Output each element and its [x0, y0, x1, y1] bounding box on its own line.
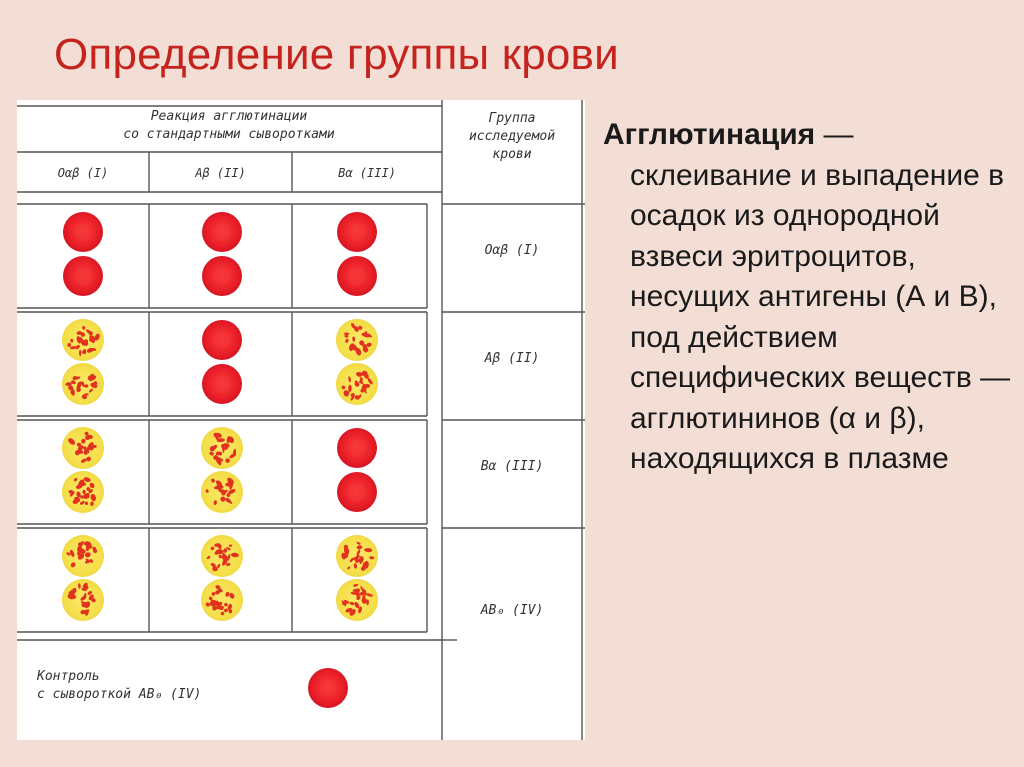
agglutinated-sample-3-0-1	[62, 579, 104, 621]
serum-col-label-0: Oαβ (I)	[57, 166, 109, 180]
header-reaction-line1: Реакция агглютинации	[150, 109, 308, 124]
red-sample-0-2-0	[337, 212, 377, 252]
serum-col-label-1: Aβ (II)	[195, 166, 246, 180]
header-group-line2: исследуемой	[468, 129, 556, 144]
control-label-line1: Контроль	[37, 669, 100, 684]
row-group-label-1: Aβ (II)	[484, 351, 540, 366]
agglutinated-sample-3-2-0	[336, 535, 378, 577]
row-group-label-2: Bα (III)	[480, 459, 544, 474]
definition-text: склеивание и выпадение в осадок из однородной взвеси эритроцитов, несущих антигены (А и В), под действием специфических веществ — агглютининов (α и β), находящихся в плазме	[630, 158, 1011, 475]
agglutination-definition	[603, 115, 1018, 480]
red-sample-0-1-0	[202, 212, 242, 252]
red-sample-1-1-1	[202, 364, 242, 404]
red-sample-1-1-0	[202, 320, 242, 360]
term-dash: —	[815, 118, 854, 151]
agglutinated-sample-2-0-1	[62, 471, 104, 513]
agglutinated-sample-3-1-1	[201, 579, 243, 621]
agglutinated-sample-2-0-0	[62, 427, 104, 469]
red-sample-0-0-1	[63, 256, 103, 296]
agglutinated-sample-2-1-1	[201, 471, 243, 513]
red-sample-0-1-1	[202, 256, 242, 296]
slide-title: Определение группы крови	[54, 30, 619, 79]
header-group-line1: Группа	[488, 111, 536, 126]
agglutinated-sample-3-2-1	[336, 579, 378, 621]
agglutinated-sample-1-0-0	[62, 319, 104, 361]
agglutinated-sample-1-0-1	[62, 363, 104, 405]
control-label-line2: с сывороткой AB₀ (IV)	[37, 687, 202, 702]
agglutinated-sample-3-0-0	[62, 535, 104, 577]
row-group-label-0: Oαβ (I)	[484, 243, 540, 258]
header-group-line3: крови	[492, 147, 532, 162]
header-reaction-line2: со стандартными сыворотками	[123, 127, 335, 142]
term: Агглютинация	[603, 118, 816, 151]
blood-group-table	[17, 100, 585, 740]
red-sample-2-2-0	[337, 428, 377, 468]
table-drawing	[17, 100, 585, 740]
red-sample-0-0-0	[63, 212, 103, 252]
agglutinated-sample-3-1-0	[201, 535, 243, 577]
red-sample-2-2-1	[337, 472, 377, 512]
serum-col-label-2: Bα (III)	[338, 166, 396, 180]
row-group-label-3: AB₀ (IV)	[480, 603, 544, 618]
agglutinated-sample-1-2-1	[336, 363, 378, 405]
red-sample-0-2-1	[337, 256, 377, 296]
agglutinated-sample-2-1-0	[201, 427, 243, 469]
agglutinated-sample-1-2-0	[336, 319, 378, 361]
control-sample	[308, 668, 348, 708]
